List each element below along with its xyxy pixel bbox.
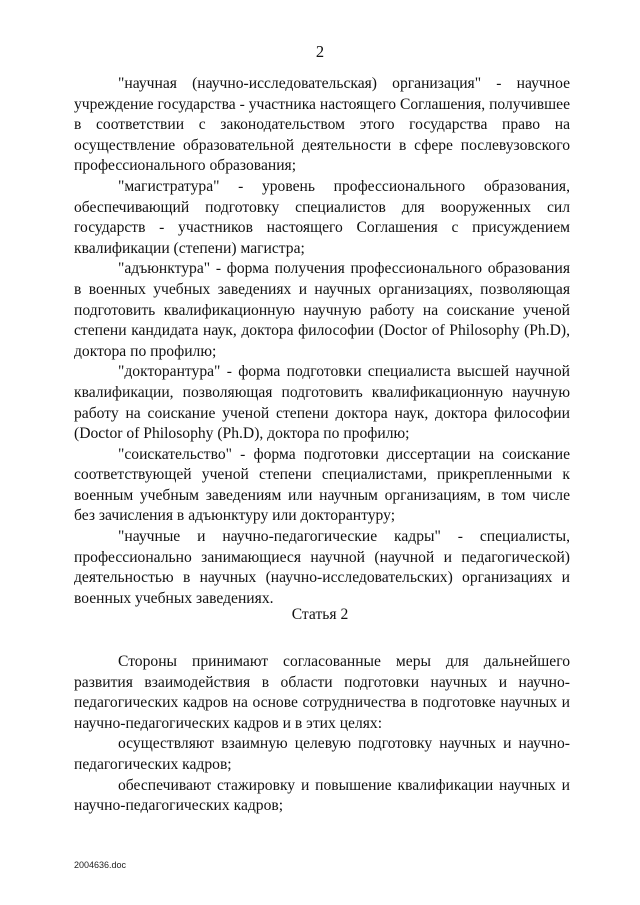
page-number: 2	[315, 42, 325, 61]
definition-paragraph: "докторантура" - форма подготовки специалиста высшей научной квалификации, позволяющая подготовить квалификационную научную работу на соискание ученой степени доктора наук, доктора философии (Doctor of Philosophy (Ph.D), доктора по профилю;	[74, 363, 570, 443]
definition-paragraph: "магистратура" - уровень профессионального образования, обеспечивающий подготовку специалистов для вооруженных сил государств - участников настоящего Соглашения с присуждением квалификации (степени) магистра;	[74, 177, 570, 257]
article-paragraph: обеспечивают стажировку и повышение квалификации научных и научно-педагогических кадров;	[74, 776, 570, 815]
article-paragraph: Стороны принимают согласованные меры для дальнейшего развития взаимодействия в области подготовки научных и научно-педагогических кадров на основе сотрудничества в подготовке научных и научно-педагогических кадров и в этих целях:	[74, 653, 570, 732]
definition-paragraph: "соискательство" - форма подготовки диссертации на соискание соответствующей ученой степени специалистами, прикрепленными к военным учебным заведениям или научным организациям, в том числе без зачисления в адъюнктуру или докторантуру;	[74, 445, 570, 525]
definition-paragraph: "научная (научно-исследовательская) организация" - научное учреждение государства - участника настоящего Соглашения, получившее в соответствии с законодательством этого государства право на осуществление образовательной деятельности в сфере послевузовского профессионального образования;	[74, 75, 570, 175]
article-heading: Статья 2	[291, 606, 349, 623]
article-paragraph: осуществляют взаимную целевую подготовку научных и научно-педагогических кадров;	[74, 735, 570, 773]
definitions-block	[74, 74, 570, 609]
definition-paragraph: "адъюнктура" - форма получения профессионального образования в военных учебных заведениях и научных организациях, позволяющая подготовить квалификационную научную работу на соискание ученой степени кандидата наук, доктора философии (Doctor of Philosophy (Ph.D), доктора по профилю;	[74, 260, 570, 360]
article-body	[74, 652, 570, 817]
definition-paragraph: "научные и научно-педагогические кадры" - специалисты, профессионально занимающиеся научной (научной и педагогической) деятельностью в научных (научно-исследовательских) организациях и военных учебных заведениях.	[74, 528, 570, 607]
file-name-footer: 2004636.doc	[74, 860, 127, 870]
